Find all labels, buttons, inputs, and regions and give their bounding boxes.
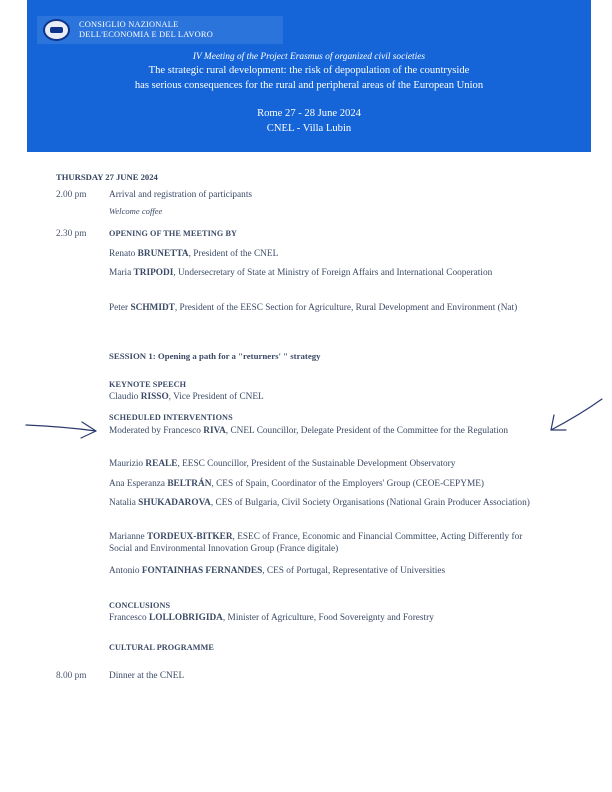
conclusions-speaker <box>109 612 549 624</box>
speaker-role: , President of the EESC Section for Agriculture, Rural Development and Environment (Nat) <box>174 303 518 313</box>
speaker-role: , CNEL Councillor, Delegate President of the Committee for the Regulation <box>225 426 509 436</box>
speaker-role: , President of the CNEL <box>188 249 279 259</box>
speaker-surname: BELTRÁN <box>167 479 212 489</box>
meeting-dates: Rome 27 - 28 June 2024 <box>257 108 361 119</box>
conclusions-label: CONCLUSIONS <box>109 601 171 610</box>
speaker-role: , CES of Spain, Coordinator of the Employers' Group (CEOE-CEPYME) <box>211 479 484 489</box>
speaker-first-name: Antonio <box>109 566 142 576</box>
header-banner <box>27 0 591 152</box>
moderator-entry <box>109 425 547 437</box>
meeting-title-line1: The strategic rural development: the risk of depopulation of the countryside <box>148 65 470 76</box>
speaker-first-name: Maria <box>109 268 134 278</box>
speaker-first-name: Claudio <box>109 392 141 402</box>
speaker-role: , CES of Portugal, Representative of Universities <box>262 566 446 576</box>
arrival-time: 2.00 pm <box>56 190 87 200</box>
interventions-label: SCHEDULED INTERVENTIONS <box>109 413 233 422</box>
speaker-entry <box>109 267 529 279</box>
intervention-entry <box>109 478 549 490</box>
meeting-venue: CNEL - Villa Lubin <box>266 123 352 134</box>
org-name-line2: DELL'ECONOMIA E DEL LAVORO <box>79 29 213 39</box>
arrival-note: Welcome coffee <box>109 206 163 216</box>
intervention-entry <box>109 565 549 577</box>
speaker-surname: BRUNETTA <box>137 249 189 259</box>
session-heading: SESSION 1: Opening a path for a "returners' " strategy <box>109 351 321 361</box>
org-name <box>79 20 213 39</box>
speaker-entry <box>109 302 529 314</box>
speaker-surname: TRIPODI <box>133 268 174 278</box>
dinner-text: Dinner at the CNEL <box>109 671 185 681</box>
speaker-first-name: Ana Esperanza <box>109 479 168 489</box>
intervention-entry <box>109 531 539 555</box>
speaker-first-name: Moderated by Francesco <box>109 426 204 436</box>
intervention-entry <box>109 458 549 470</box>
arrival-text: Arrival and registration of participants <box>109 190 253 200</box>
speaker-entry <box>109 248 549 260</box>
speaker-surname: FONTAINHAS FERNANDES <box>141 566 263 576</box>
org-name-line1: CONSIGLIO NAZIONALE <box>79 20 179 29</box>
intervention-entry <box>109 497 561 509</box>
speaker-first-name: Marianne <box>109 532 147 542</box>
speaker-first-name: Peter <box>109 303 131 313</box>
dinner-time: 8.00 pm <box>56 671 87 681</box>
speaker-surname: REALE <box>145 459 178 469</box>
org-logo-box <box>37 16 283 44</box>
speaker-role: , ESEC of France, Economic and Financial Committee, Acting Differently for Social and Environmental Innovation Group (France digitale) <box>109 532 523 554</box>
keynote-label: KEYNOTE SPEECH <box>109 380 187 389</box>
speaker-first-name: Francesco <box>109 613 150 623</box>
speaker-surname: RISSO <box>140 392 169 402</box>
keynote-speaker <box>109 391 549 403</box>
speaker-role: , Minister of Agriculture, Food Sovereignty and Forestry <box>222 613 434 623</box>
speaker-surname: SCHMIDT <box>130 303 175 313</box>
hand-drawn-arrow-icon <box>24 417 100 441</box>
cultural-programme-label: CULTURAL PROGRAMME <box>109 643 214 652</box>
meeting-subtitle: IV Meeting of the Project Erasmus of organized civil societies <box>192 52 426 62</box>
speaker-role: , CES of Bulgaria, Civil Society Organisations (National Grain Producer Association) <box>210 498 530 508</box>
opening-heading: OPENING OF THE MEETING BY <box>109 229 238 238</box>
meeting-title-line2: has serious consequences for the rural and peripheral areas of the European Union <box>134 80 484 91</box>
speaker-surname: LOLLOBRIGIDA <box>149 613 223 623</box>
speaker-surname: TORDEUX-BITKER <box>146 532 233 542</box>
speaker-first-name: Natalia <box>109 498 139 508</box>
hand-drawn-arrow-icon <box>546 396 606 436</box>
opening-time: 2.30 pm <box>56 229 87 239</box>
speaker-role: , Undersecretary of State at Ministry of Foreign Affairs and International Cooperation <box>173 268 493 278</box>
speaker-role: , EESC Councillor, President of the Sustainable Development Observatory <box>177 459 456 469</box>
speaker-first-name: Maurizio <box>109 459 146 469</box>
speaker-role: , Vice President of CNEL <box>168 392 264 402</box>
speaker-first-name: Renato <box>109 249 138 259</box>
speaker-surname: RIVA <box>203 426 226 436</box>
speaker-surname: SHUKADAROVA <box>138 498 211 508</box>
day-heading: THURSDAY 27 JUNE 2024 <box>56 172 158 182</box>
cnel-seal-icon <box>43 19 70 41</box>
